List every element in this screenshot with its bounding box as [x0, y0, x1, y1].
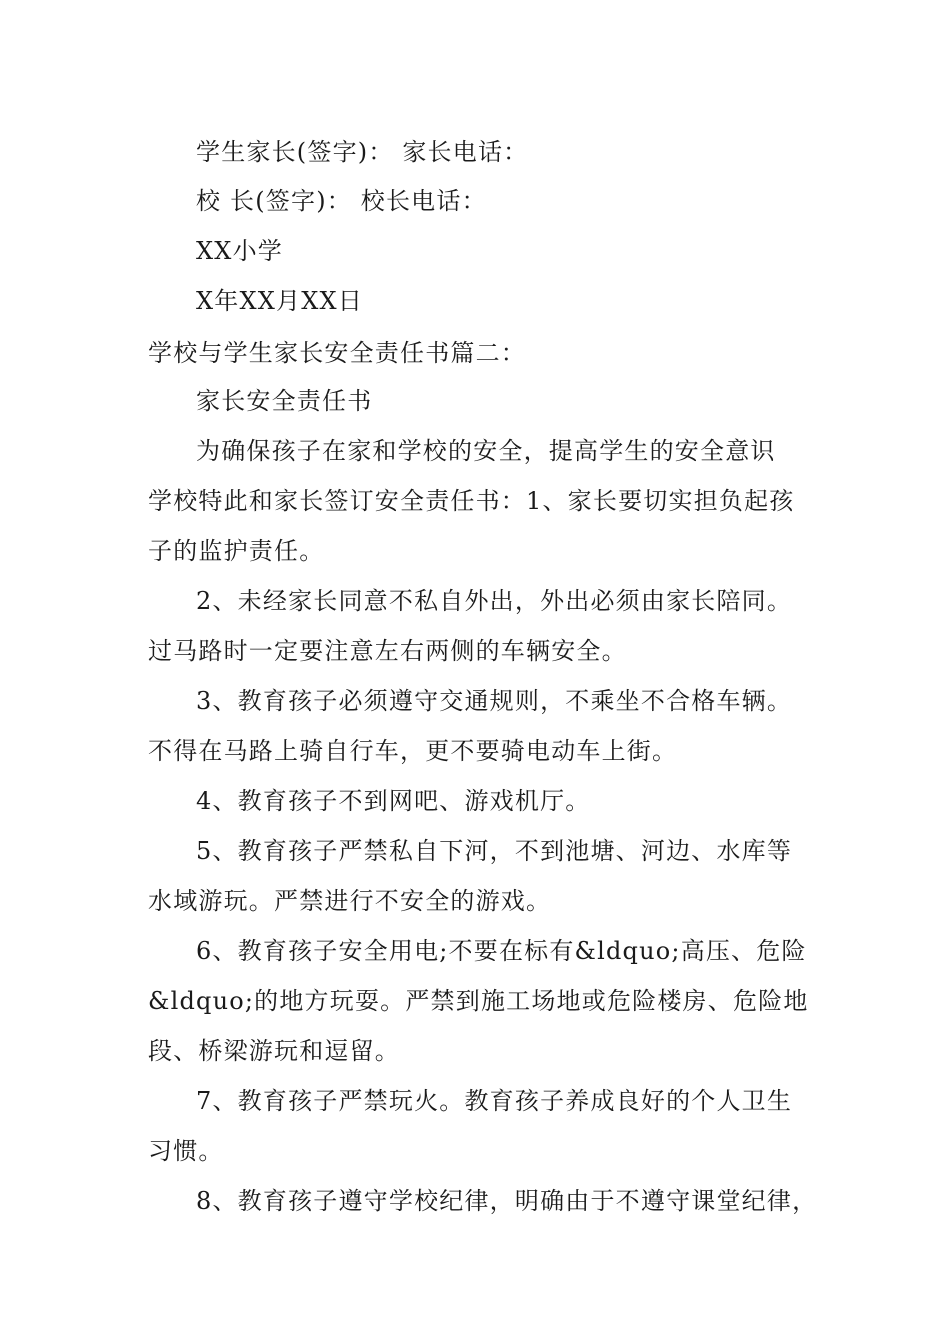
body-line: 不得在马路上骑自行车，更不要骑电动车上街。 [148, 737, 678, 765]
body-line: 段、桥梁游玩和逗留。 [148, 1037, 400, 1065]
body-line: 5、教育孩子严禁私自下河，不到池塘、河边、水库等 [196, 837, 793, 865]
signature-date: X年XX月XX日 [196, 287, 364, 315]
body-line: 7、教育孩子严禁玩火。教育孩子养成良好的个人卫生 [196, 1087, 793, 1115]
body-line: 子的监护责任。 [148, 537, 325, 565]
body-line: 水域游玩。严禁进行不安全的游戏。 [148, 887, 552, 915]
school-name: XX小学 [196, 237, 283, 265]
body-line: 3、教育孩子必须遵守交通规则，不乘坐不合格车辆。 [196, 687, 793, 715]
body-line: 6、教育孩子安全用电;不要在标有&ldquo;高压、危险 [196, 937, 807, 965]
body-line: &ldquo;的地方玩耍。严禁到施工场地或危险楼房、危险地 [148, 987, 809, 1015]
section-heading: 学校与学生家长安全责任书篇二： [148, 339, 526, 367]
body-line: 学校特此和家长签订安全责任书：1、家长要切实担负起孩 [148, 487, 795, 515]
principal-signature-line: 校 长(签字)： 校长电话： [196, 187, 487, 215]
parent-signature-line: 学生家长(签字)： 家长电话： [196, 138, 529, 166]
body-line: 2、未经家长同意不私自外出，外出必须由家长陪同。 [196, 587, 793, 615]
body-line: 过马路时一定要注意左右两侧的车辆安全。 [148, 637, 627, 665]
body-line: 8、教育孩子遵守学校纪律，明确由于不遵守课堂纪律， [196, 1187, 818, 1215]
body-line: 4、教育孩子不到网吧、游戏机厅。 [196, 787, 591, 815]
body-line: 为确保孩子在家和学校的安全，提高学生的安全意识 [196, 437, 776, 465]
body-line: 习惯。 [148, 1137, 224, 1165]
document-title: 家长安全责任书 [196, 387, 373, 415]
